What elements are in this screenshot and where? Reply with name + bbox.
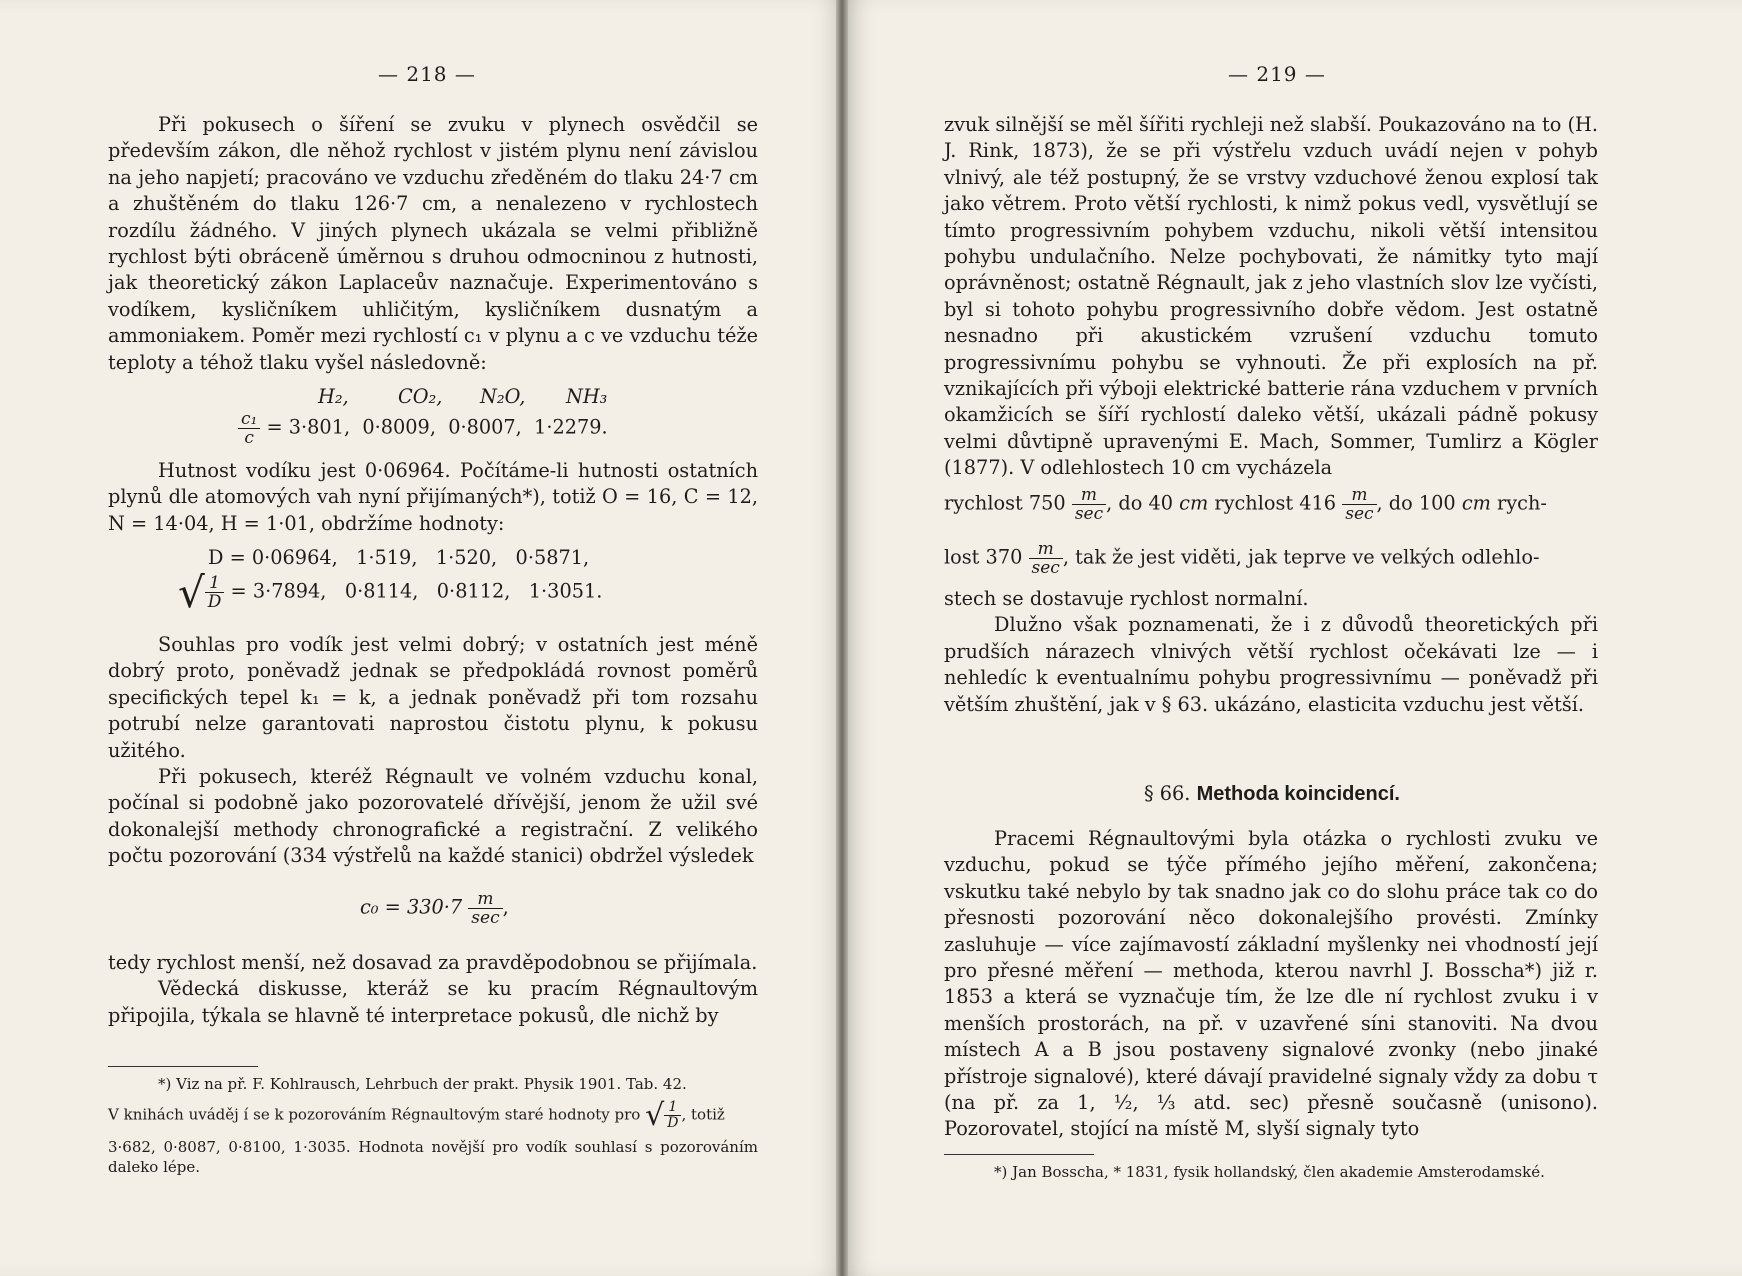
ratio-fraction [238,410,260,447]
fraction-numerator: 1 [205,574,225,593]
speed-line-1 [944,486,1598,523]
fraction-numerator: m [1029,540,1063,559]
paragraph-text: Při pokusech, kteréž Régnault ve volném vzduchu konal, počínal si podobně jako pozorovatelé dřívější, jenom že užil své dokonalejší methody chronografické a registrační. Z velikého počtu pozorování (334 výstřelů na každé stanici) obdržel výsledek [108,765,758,868]
fraction-numerator: m [468,890,502,909]
speed-text-e: rych- [1497,491,1547,515]
sqrt-sign: √ [645,1097,665,1133]
fraction-numerator: m [1072,486,1106,505]
speed-text-d: , do 100 [1376,491,1456,515]
ratio-values: = 3·801, 0·8009, 0·8007, 1·2279. [266,415,608,439]
footnote-3: 3·682, 0·8087, 0·8100, 1·3035. Hodnota novější pro vodík souhlasí s pozorováním daleko lépe. [108,1138,758,1176]
footnote-2-tail: , totiž [681,1105,725,1124]
fraction-denominator: sec [471,908,500,928]
sqrt-fraction [205,574,225,611]
speed-fraction-3 [1029,540,1063,577]
paragraph-text: zvuk silnější se měl šířiti rychleji než slabší. Poukazováno na to (H. J. Rink, 1873), že se při výstřelu vzduch uvádí nejen v pohyb vlnivý, ale též postupný, že se vrstvy vzduchové ženou explosí tak jako větrem. Proto větší rychlosti, k nimž pokus vedl, vysvětlují se tímto progressivním pohybem vzduchu, nikoli větší intensitou pohybu undulačního. Nelze pochybovati, že námitky tyto mají oprávněnost; ostatně Régnault, jak z jeho vlastních slov lze vyčísti, byl si tohoto pohybu progressivního dobře vědom. Jest ostatně nesnadno při akustickém vzrušení vzduchu tomuto progressivnímu pohybu se vyhnouti. Že při explosích na př. vznikajících při výboji elektrické batterie rána vzduchem v prvních okamžicích se šíří rychlostí daleko větší, ukázali pádně pokusy velmi důvtipně upravenými E. Mach, Sommer, Tumlirz a Kögler (1877). V odlehlostech 10 cm vycházela [944,113,1598,480]
formula-fraction [468,890,502,927]
paragraph-text: Souhlas pro vodík jest velmi dobrý; v ostatních jest méně dobrý proto, poněvadž jednak se předpokládá rovnost poměrů specifických tepel k₁ = k, a jednak poněvadž při tom rozsahu potrubí nelze garantovati naprostou čistotu plynu, k pokusu užitého. [108,633,758,762]
fraction-denominator: c [244,428,254,448]
speed-fraction-1 [1072,486,1106,523]
footnote-rule-right [944,1154,1094,1155]
density-row: D = 0·06964, 1·519, 1·520, 0·5871, [208,546,590,569]
footnote-rule-left [108,1066,258,1067]
section-title: Methoda koincidencí. [1196,783,1400,805]
fraction-denominator: sec [1345,504,1374,524]
right-paragraph-2 [944,586,1598,718]
page-number-left: — 218 — [378,62,476,86]
right-footnotes [944,1162,1598,1188]
footnote-fraction [664,1100,681,1131]
book-gutter [836,0,848,1276]
paragraph-text: stech se dostavuje rychlost normalní. [944,587,1309,610]
speed-text-b: , tak že jest viděti, jak teprve ve velkých odlehlo- [1062,545,1540,569]
fraction-denominator: D [667,1115,679,1131]
result-formula [360,890,509,927]
fraction-numerator: c₁ [238,410,260,429]
unit-cm: cm [1179,491,1209,515]
right-paragraph-3 [944,826,1598,1143]
footnote-2-text: V knihách uváděj í se k pozorováním Régnaultovým staré hodnoty pro [108,1105,641,1124]
unit-cm: cm [1461,491,1491,515]
right-paragraph-1 [944,112,1598,482]
paragraph-text: Dlužno však poznamenati, že i z důvodů theoretických při prudších nárazech vlnivých větší rychlost očekávati lze — i nehledíc k eventualnímu pohybu progressivnímu — poněvadž při větším zhuštění, jak v § 63. ukázáno, elasticita vzduchu jest větší. [944,613,1598,716]
sqrt-sign: √ [178,567,205,617]
fraction-denominator: sec [1074,504,1104,524]
gas-h2: H₂, [318,385,349,408]
speed-text-c: rychlost 416 [1214,491,1337,515]
fraction-denominator: D [207,592,222,612]
gas-n2o: N₂O, [480,385,526,408]
footnote-bosscha: *) Jan Bosscha, * 1831, fysik hollandský, člen akademie Amsterodamské. [994,1163,1545,1181]
sqrt-values: = 3·7894, 0·8114, 0·8112, 1·3051. [230,579,603,603]
formula-tail: , [502,895,509,919]
gas-nh3: NH₃ [566,385,608,408]
section-heading [1144,782,1400,806]
speed-fraction-2 [1342,486,1376,523]
left-footnotes [108,1074,758,1183]
speed-text-a: lost 370 [944,545,1023,569]
paragraph-text: Pracemi Régnaultovými byla otázka o rychlosti zvuku ve vzduchu, pokud se týče přímého jejího měření, zakončena; vskutku také nebylo by tak snadno jak co do slohu práce tak co do přesnosti pozorování něco dokonalejšího provésti. Zmínky zasluhuje — více zajímavostí základní myšlenky nei vhodností její pro přesné měření — methoda, kterou navrhl J. Bosscha*) již r. 1853 a která se vyznačuje tím, že lze dle ní rychlost zvuku i v menších prostorách, na př. v uzavřené síni stanoviti. Na dvou místech A a B jsou postaveny signalové zvonky (nebo jinaké přístroje signalové), které dávají pravidelné signaly vždy za dobu τ (na př. za 1, ½, ⅓ atd. sec) přesně současně (unisono). Pozorovatel, stojící na místě M, slyší signaly tyto [944,827,1598,1141]
left-paragraph-1 [108,112,758,376]
formula-lhs: c₀ = 330·7 [360,895,463,919]
fraction-numerator: 1 [664,1100,681,1116]
sqrt-row [178,567,603,617]
page-number-right: — 219 — [1228,62,1326,86]
footnote-1: *) Viz na př. F. Kohlrausch, Lehrbuch der prakt. Physik 1901. Tab. 42. [158,1075,687,1093]
gas-co2: CO₂, [398,385,443,408]
paragraph-text: tedy rychlost menší, než dosavad za pravděpodobnou se přijímala. [108,951,758,974]
footnote-2 [108,1097,758,1133]
speed-line-2 [944,540,1539,577]
left-paragraph-3 [108,632,758,870]
speed-text-a: rychlost 750 [944,491,1066,515]
paragraph-text: Při pokusech o šíření se zvuku v plynech osvědčil se především zákon, dle něhož rychlost v jistém plynu není závislou na jeho napjetí; pracováno ve vzduchu zředěném do tlaku 24·7 cm a zhuštěném do tlaku 126·7 cm, a nenalezeno v rychlostech rozdílu žádného. V jiných plynech ukázala se velmi přibližně rychlost býti obráceně úměrnou s druhou odmocninou z hutnosti, jak theoretický zákon Laplaceův naznačuje. Experimentováno s vodíkem, kysličníkem uhličitým, kysličníkem dusnatým a ammoniakem. Poměr mezi rychlostí c₁ v plynu a c ve vzduchu téže teploty a téhož tlaku vyšel následovně: [108,113,758,374]
section-number: § 66. [1144,782,1191,805]
speed-text-b: , do 40 [1106,491,1174,515]
ratio-row [238,410,608,447]
fraction-denominator: sec [1031,558,1060,578]
fraction-numerator: m [1342,486,1376,505]
paragraph-text: Vědecká diskusse, kteráž se ku pracím Régnaultovým připojila, týkala se hlavně té interpretace pokusů, dle nichž by [108,977,758,1027]
paragraph-text: Hutnost vodíku jest 0·06964. Počítáme-li hutnosti ostatních plynů dle atomových vah nyní přijímaných*), totiž O = 16, C = 12, N = 14·04, H = 1·01, obdržíme hodnoty: [108,459,758,535]
left-paragraph-4 [108,950,758,1029]
left-paragraph-2 [108,458,758,537]
